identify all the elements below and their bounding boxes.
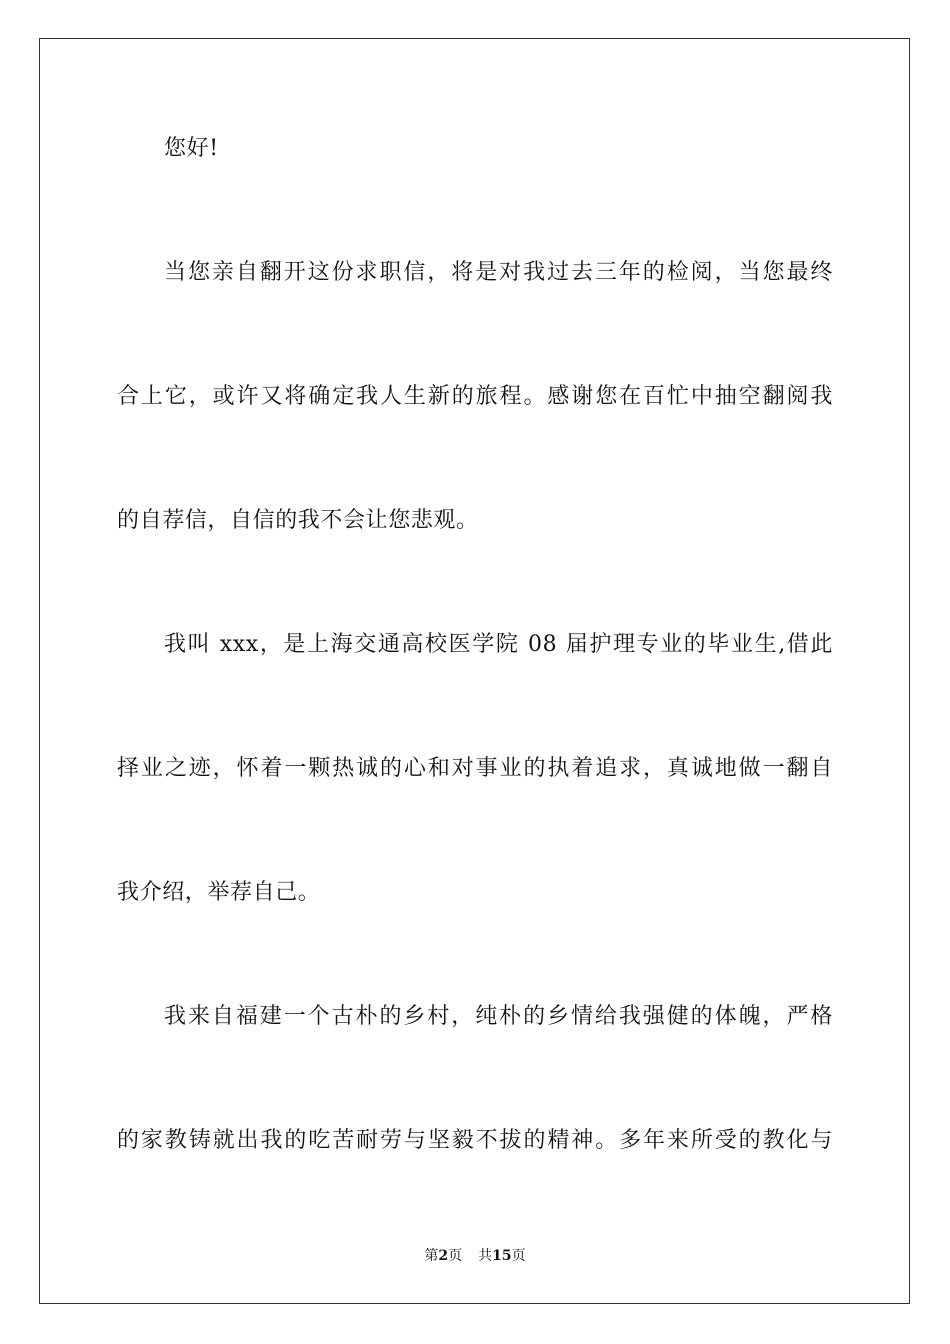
paragraph-2-line-3: 我介绍，举荐自己。 [117, 880, 321, 905]
total-prefix: 共 [478, 1248, 493, 1264]
total-suffix: 页 [511, 1248, 526, 1264]
page-footer [0, 1247, 950, 1265]
total-pages: 15 [492, 1248, 512, 1264]
page-frame [39, 38, 910, 1304]
paragraph-2-line-2: 择业之迹，怀着一颗热诚的心和对事业的执着追求，真诚地做一翻自 [117, 756, 833, 781]
page-suffix: 页 [448, 1248, 463, 1264]
paragraph-3-line-2: 的家教铸就出我的吃苦耐劳与坚毅不拔的精神。多年来所受的教化与 [117, 1128, 833, 1153]
page-prefix: 第 [424, 1248, 439, 1264]
paragraph-1-line-2: 合上它，或许又将确定我人生新的旅程。感谢您在百忙中抽空翻阅我 [117, 384, 833, 409]
page-number: 2 [438, 1248, 449, 1264]
greeting: 您好! [164, 136, 219, 161]
paragraph-3-line-1: 我来自福建一个古朴的乡村，纯朴的乡情给我强健的体魄，严格 [164, 1004, 833, 1029]
paragraph-1-line-3: 的自荐信，自信的我不会让您悲观。 [117, 508, 479, 533]
paragraph-1-line-1: 当您亲自翻开这份求职信，将是对我过去三年的检阅，当您最终 [164, 260, 833, 285]
paragraph-2-line-1: 我叫 xxx，是上海交通高校医学院 08 届护理专业的毕业生,借此 [164, 632, 833, 657]
